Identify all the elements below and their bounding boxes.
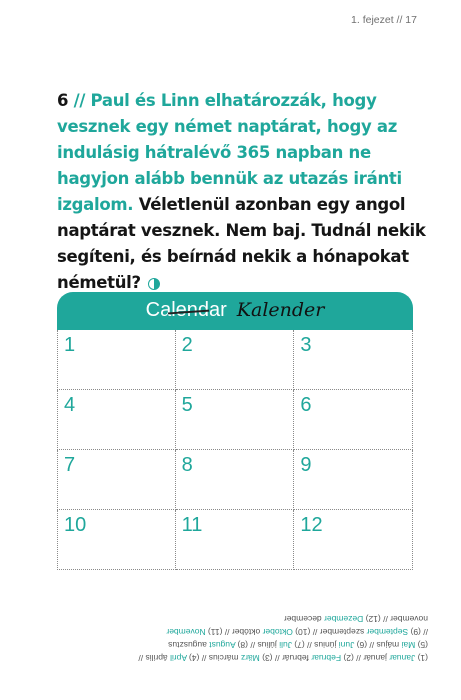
month-cell[interactable] <box>294 450 413 510</box>
calendar <box>57 292 413 572</box>
exercise-intro: Paul és Linn elhatározzák, hogy vesznek egy német naptárat, hogy az indulásig hátralévő 365 napban ne hagyjon alább bennük az utazás iránti izgalom. <box>57 91 402 214</box>
month-number: 5 <box>181 394 193 416</box>
month-cell[interactable] <box>176 510 295 570</box>
month-number: 1 <box>64 334 76 356</box>
month-number: 7 <box>64 454 76 476</box>
answer-line: (5) Mai május // (6) Juni június // (7) Juli július // (8) August augusztus <box>168 640 428 650</box>
month-cell[interactable] <box>176 450 295 510</box>
exercise-text <box>57 88 427 296</box>
month-number: 8 <box>181 454 193 476</box>
answer-line: // (9) September szeptember // (10) Oktober október // (11) November <box>166 627 428 637</box>
month-number: 6 <box>300 394 312 416</box>
exercise-question: Véletlenül azonban egy angol naptárat vesznek. Nem baj. Tudnál nekik segíteni, és beírnád nekik a hónapokat németül? <box>57 195 426 292</box>
month-number: 10 <box>64 514 87 536</box>
answer-line: (1) Januar január // (2) Februar február // (3) März március // (4) April április // <box>138 653 428 663</box>
month-cell[interactable] <box>57 510 176 570</box>
month-number: 3 <box>300 334 312 356</box>
calendar-grid <box>57 330 413 570</box>
exercise-number: 6 <box>57 91 69 110</box>
month-number: 9 <box>300 454 312 476</box>
month-cell[interactable] <box>294 330 413 390</box>
half-circle-icon <box>148 278 160 290</box>
answer-line: november // (12) Dezember december <box>283 614 428 624</box>
exercise-separator: // <box>68 91 91 110</box>
month-number: 11 <box>181 514 203 536</box>
answer-word: Kalender <box>236 299 325 321</box>
calendar-title <box>57 299 413 322</box>
month-cell[interactable] <box>57 390 176 450</box>
month-number: 4 <box>64 394 76 416</box>
answer-key <box>58 612 428 664</box>
month-number: 12 <box>300 514 323 536</box>
month-cell[interactable] <box>57 330 176 390</box>
month-cell[interactable] <box>294 510 413 570</box>
crossed-word: Calendar <box>145 299 227 321</box>
month-cell[interactable] <box>57 450 176 510</box>
page-header: 1. fejezet // 17 <box>351 14 417 26</box>
month-number: 2 <box>181 334 193 356</box>
month-cell[interactable] <box>176 330 295 390</box>
month-cell[interactable] <box>294 390 413 450</box>
calendar-header <box>57 292 413 330</box>
month-cell[interactable] <box>176 390 295 450</box>
